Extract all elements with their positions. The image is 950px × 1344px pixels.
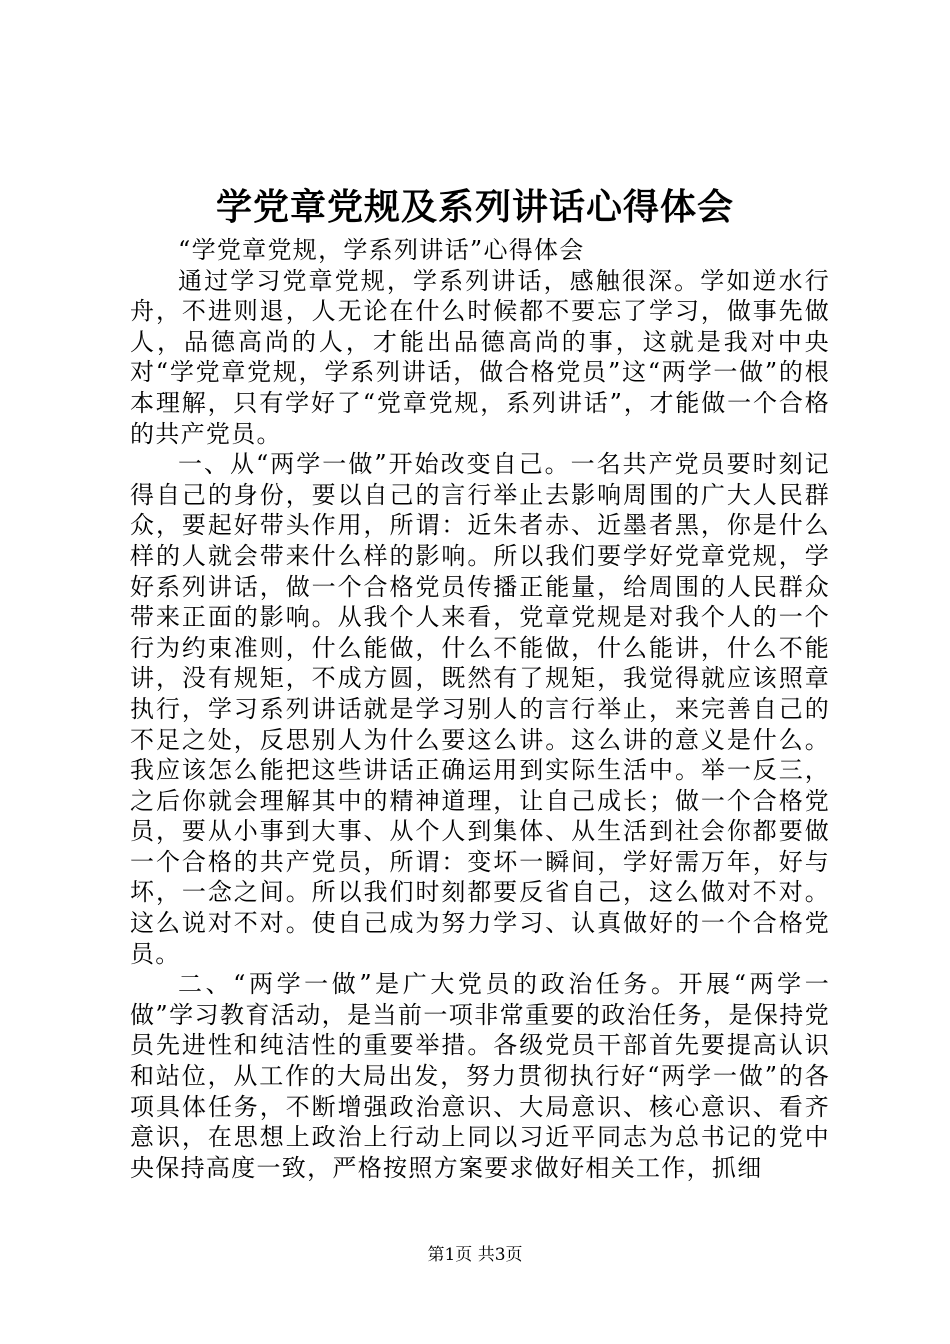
page-number-footer: 第1页 共3页 — [427, 1245, 523, 1265]
document-title: 学党章党规及系列讲话心得体会 — [215, 186, 734, 228]
body-paragraph: 通过学习党章党规，学系列讲话，感触很深。学如逆水行舟，不进则退，人无论在什么时候都不要忘了学习，做事先做人，品德高尚的人，才能出品德高尚的事，这就是我对中央对“学党章党规，学系列讲话，做合格党员”这“两学一做”的根本理解，只有学好了“党章党规，系列讲话”，才能做一个合格的共产党员。 — [130, 266, 830, 448]
document-body — [130, 235, 830, 1183]
subtitle-paragraph: “学党章党规，学系列讲话”心得体会 — [178, 236, 585, 264]
body-paragraph: 一、从“两学一做”开始改变自己。一名共产党员要时刻记得自己的身份，要以自己的言行举止去影响周围的广大人民群众，要起好带头作用，所谓：近朱者赤、近墨者黑，你是什么样的人就会带来什么样的影响。所以我们要学好党章党规，学好系列讲话，做一个合格党员传播正能量，给周围的人民群众带来正面的影响。从我个人来看，党章党规是对我个人的一个行为约束准则，什么能做，什么不能做，什么能讲，什么不能讲，没有规矩，不成方圆，既然有了规矩，我觉得就应该照章执行，学习系列讲话就是学习别人的言行举止，来完善自己的不足之处，反思别人为什么要这么讲。这么讲的意义是什么。我应该怎么能把这些讲话正确运用到实际生活中。举一反三，之后你就会理解其中的精神道理，让自己成长；做一个合格党员，要从小事到大事、从个人到集体、从生活到社会你都要做一个合格的共产党员，所谓：变坏一瞬间，学好需万年，好与坏，一念之间。所以我们时刻都要反省自己，这么做对不对。这么说对不对。使自己成为努力学习、认真做好的一个合格党员。 — [130, 450, 830, 968]
body-paragraph: 二、“两学一做”是广大党员的政治任务。开展“两学一做”学习教育活动，是当前一项非常重要的政治任务，是保持党员先进性和纯洁性的重要举措。各级党员干部首先要提高认识和站位，从工作的大局出发，努力贯彻执行好“两学一做”的各项具体任务，不断增强政治意识、大局意识、核心意识、看齐意识，在思想上政治上行动上同以习近平同志为总书记的党中央保持高度一致，严格按照方案要求做好相关工作，抓细 — [130, 970, 830, 1182]
